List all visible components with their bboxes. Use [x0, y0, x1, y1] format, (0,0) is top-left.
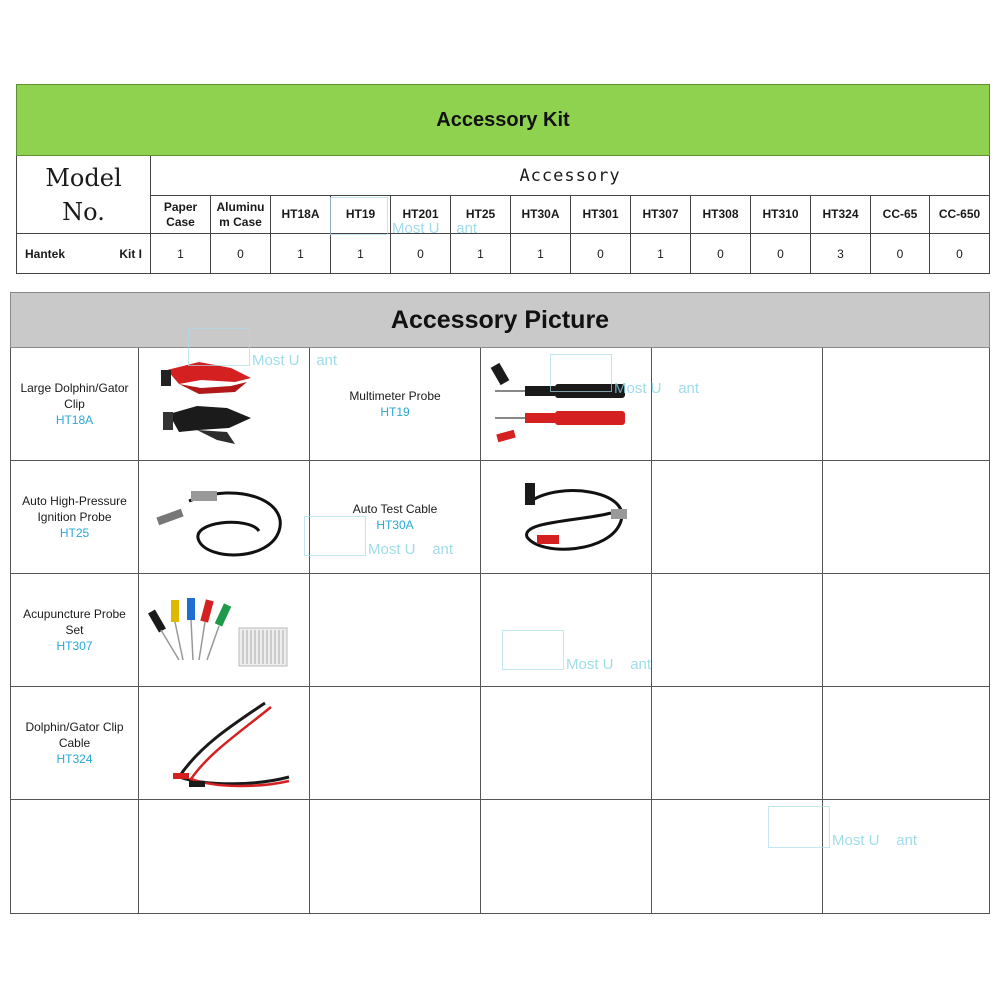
- item-image-ht25: [139, 461, 310, 574]
- accessory-kit-title: Accessory Kit: [436, 108, 570, 131]
- empty-cell: [652, 574, 823, 687]
- accessory-kit-table: [16, 84, 990, 274]
- kit-grid: [16, 156, 990, 274]
- auto-test-cable-image: [481, 461, 652, 574]
- item-name: Auto Test Cable: [352, 502, 438, 516]
- empty-cell: [481, 800, 652, 914]
- quantity-cell: 1: [511, 234, 571, 274]
- model-header-line1: Model: [45, 163, 122, 192]
- empty-cell: [310, 800, 481, 914]
- watermark: Most U ant: [368, 541, 454, 558]
- item-name: Clip: [64, 397, 85, 411]
- item-name: Acupuncture Probe: [23, 607, 126, 621]
- column-header: Paper Case: [151, 196, 211, 234]
- watermark-logo: [502, 630, 564, 670]
- watermark-logo: [550, 354, 612, 392]
- item-label-ht307: [10, 574, 139, 687]
- column-header: HT18A: [271, 196, 331, 234]
- gator-clip-cable-image: [139, 687, 310, 800]
- watermark-logo: [330, 197, 388, 235]
- probe-set: [148, 598, 231, 660]
- empty-cell: [310, 574, 481, 687]
- quantity-cell: 1: [451, 234, 511, 274]
- item-image-ht307: [139, 574, 310, 687]
- quantity-cell: 3: [811, 234, 871, 274]
- model-header: [16, 156, 151, 234]
- red-probe: [495, 411, 625, 442]
- item-label-ht324: [10, 687, 139, 800]
- quantity-cell: 1: [631, 234, 691, 274]
- empty-cell: [823, 687, 990, 800]
- column-header: HT19: [331, 196, 391, 234]
- accessory-picture-banner: [10, 292, 990, 348]
- item-code: HT25: [59, 526, 90, 540]
- brand-label: Hantek: [25, 246, 66, 261]
- needle-pack: [239, 628, 287, 666]
- model-cell: [16, 234, 151, 274]
- quantity-cell: 0: [871, 234, 930, 274]
- model-label: Kit I: [119, 246, 142, 261]
- empty-cell: [310, 687, 481, 800]
- item-image-ht324: [139, 687, 310, 800]
- empty-cell: [652, 461, 823, 574]
- column-header: HT25: [451, 196, 511, 234]
- empty-cell: [481, 687, 652, 800]
- quantity-cell: 0: [391, 234, 451, 274]
- accessory-kit-banner: [16, 84, 990, 156]
- quantity-cell: 1: [271, 234, 331, 274]
- picture-grid: [10, 348, 990, 914]
- column-header: HT201: [391, 196, 451, 234]
- item-name: Auto High-Pressure: [22, 494, 127, 508]
- item-label-ht25: [10, 461, 139, 574]
- item-code: HT19: [380, 405, 410, 419]
- empty-cell: [823, 348, 990, 461]
- empty-cell: [10, 800, 139, 914]
- item-name: Multimeter Probe: [349, 389, 441, 403]
- watermark-logo: [188, 328, 250, 366]
- watermark: Most U ant: [614, 380, 700, 397]
- accessory-header: Accessory: [151, 156, 990, 196]
- item-name: Cable: [58, 736, 91, 750]
- quantity-cell: 0: [751, 234, 811, 274]
- watermark: Most U ant: [252, 352, 338, 369]
- item-name: Ignition Probe: [37, 510, 112, 524]
- column-header: Aluminu m Case: [211, 196, 271, 234]
- item-code: HT30A: [376, 518, 414, 532]
- empty-cell: [139, 800, 310, 914]
- column-header: HT301: [571, 196, 631, 234]
- item-code: HT307: [56, 639, 93, 653]
- column-header: CC-650: [930, 196, 990, 234]
- item-image-ht30a: [481, 461, 652, 574]
- quantity-cell: 1: [331, 234, 391, 274]
- ignition-probe-image: [139, 461, 310, 574]
- column-header: HT30A: [511, 196, 571, 234]
- column-header: HT310: [751, 196, 811, 234]
- quantity-cell: 0: [571, 234, 631, 274]
- item-name: Large Dolphin/Gator: [20, 381, 129, 395]
- empty-cell: [823, 461, 990, 574]
- column-header: CC-65: [871, 196, 930, 234]
- red-gator-clip: [161, 362, 251, 394]
- watermark: Most U ant: [832, 832, 918, 849]
- quantity-cell: 0: [211, 234, 271, 274]
- watermark-logo: [768, 806, 830, 848]
- watermark: Most U ant: [566, 656, 652, 673]
- watermark: Most U ant: [392, 220, 478, 237]
- item-name: Dolphin/Gator Clip: [25, 720, 124, 734]
- empty-cell: [652, 687, 823, 800]
- quantity-cell: 1: [151, 234, 211, 274]
- item-label-ht18a: [10, 348, 139, 461]
- quantity-cell: 0: [691, 234, 751, 274]
- accessory-picture-title: Accessory Picture: [390, 305, 610, 334]
- item-code: HT18A: [55, 413, 94, 427]
- model-header-line2: No.: [62, 197, 105, 226]
- accessory-picture-table: [10, 292, 990, 914]
- column-header: HT324: [811, 196, 871, 234]
- empty-cell: [652, 348, 823, 461]
- empty-cell: [823, 574, 990, 687]
- column-header: HT308: [691, 196, 751, 234]
- empty-cell: [823, 800, 990, 914]
- item-name: Set: [65, 623, 84, 637]
- column-header: HT307: [631, 196, 691, 234]
- watermark-logo: [304, 516, 366, 556]
- black-gator-clip: [163, 406, 251, 444]
- item-code: HT324: [56, 752, 93, 766]
- quantity-cell: 0: [930, 234, 990, 274]
- acupuncture-probe-image: [139, 574, 310, 687]
